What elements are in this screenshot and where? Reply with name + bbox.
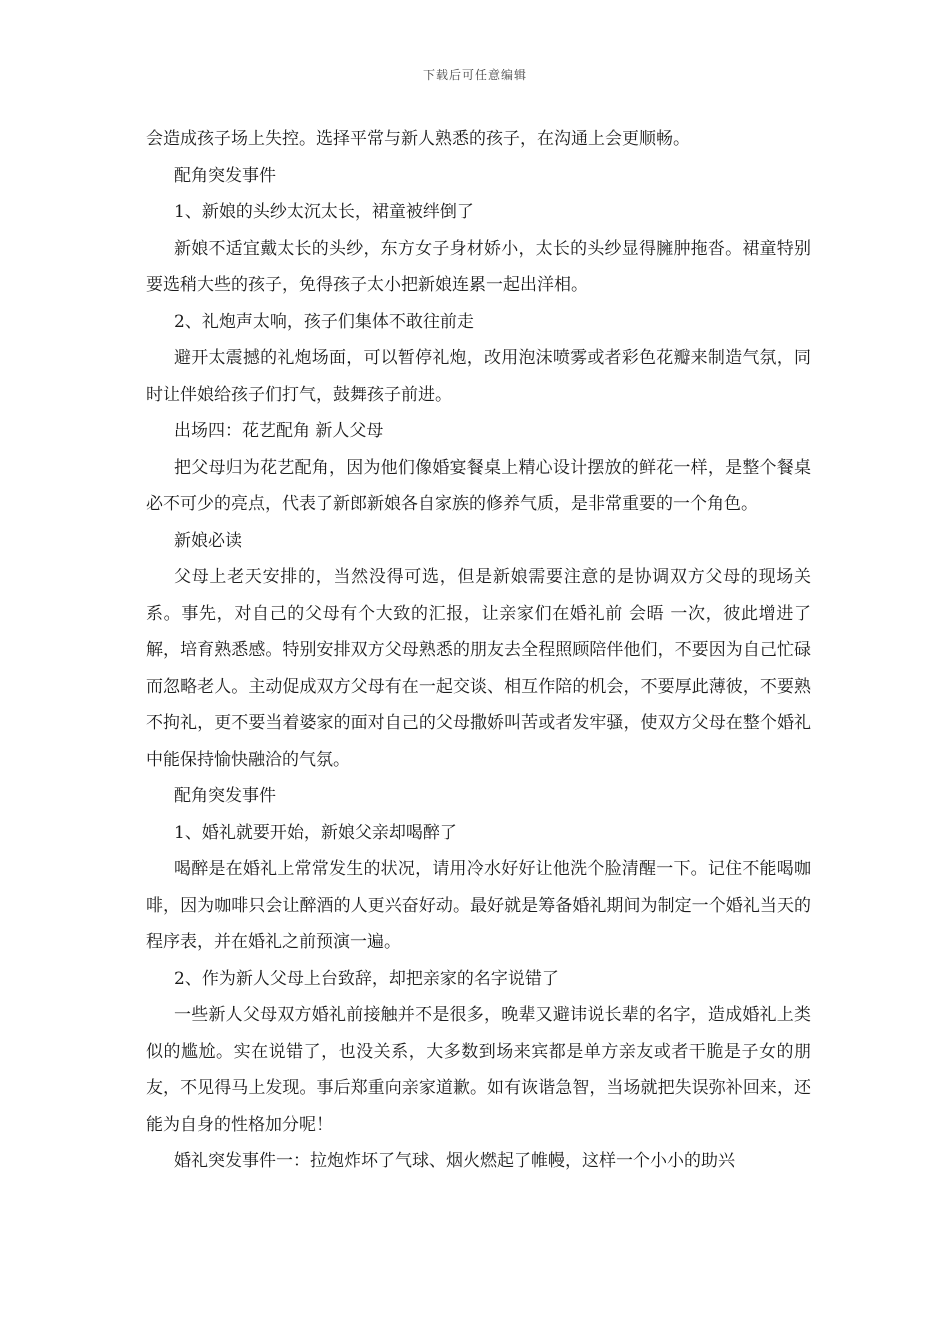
section-heading: 配角突发事件 [174,165,276,186]
section-heading: 新娘必读 [174,530,242,551]
subheading: 1、婚礼就要开始，新娘父亲却喝醉了 [174,822,457,843]
paragraph: 喝醉是在婚礼上常常发生的状况，请用冷水好好让他洗个脸清醒一下。记住不能喝咖啡，因为咖啡只会让醉酒的人更兴奋好动。最好就是筹备婚礼期间为制定一个婚礼当天的程序表，并在婚礼之前预演一遍。 [146,859,811,952]
page-header: 下载后可任意编辑 [422,68,527,82]
paragraph: 父母上老天安排的，当然没得可选，但是新娘需要注意的是协调双方父母的现场关系。事先，对自己的父母有个大致的汇报，让亲家们在婚礼前 会晤 一次，彼此增进了解，培育熟悉感。特别安排双方父母熟悉的朋友去全程照顾陪伴他们，不要因为自己忙碌而忽略老人。主动促成双方父母有在一起交谈、相互作陪的机会，不要厚此薄彼，不要熟不拘礼，更不要当着婆家的面对自己的父母撒娇叫苦或者发牢骚，使双方父母在整个婚礼中能保持愉快融洽的气氛。 [146,567,811,770]
paragraph: 一些新人父母双方婚礼前接触并不是很多，晚辈又避讳说长辈的名字，造成婚礼上类似的尴尬。实在说错了，也没关系，大多数到场来宾都是单方亲友或者干脆是子女的朋友，不见得马上发现。事后郑重向亲家道歉。如有诙谐急智，当场就把失误弥补回来，还能为自身的性格加分呢！ [146,1005,811,1135]
paragraph: 新娘不适宜戴太长的头纱，东方女子身材娇小，太长的头纱显得臃肿拖沓。裙童特别要选稍大些的孩子，免得孩子太小把新娘连累一起出洋相。 [146,238,811,295]
section-heading: 出场四：花艺配角 新人父母 [174,421,384,441]
subheading: 2、礼炮声太响，孩子们集体不敢往前走 [174,311,474,332]
subheading: 1、新娘的头纱太沉太长，裙童被绊倒了 [174,202,474,222]
document-body [146,121,811,1180]
paragraph: 把父母归为花艺配角，因为他们像婚宴餐桌上精心设计摆放的鲜花一样，是整个餐桌必不可少的亮点，代表了新郎新娘各自家族的修养气质，是非常重要的一个角色。 [146,457,811,514]
paragraph: 避开太震撼的礼炮场面，可以暂停礼炮，改用泡沫喷雾或者彩色花瓣来制造气氛，同时让伴娘给孩子们打气，鼓舞孩子前进。 [146,348,811,405]
section-heading: 配角突发事件 [174,786,276,806]
subheading: 2、作为新人父母上台致辞，却把亲家的名字说错了 [174,968,559,989]
paragraph: 婚礼突发事件一：拉炮炸坏了气球、烟火燃起了帷幔，这样一个小小的助兴 [174,1151,735,1171]
paragraph: 会造成孩子场上失控。选择平常与新人熟悉的孩子，在沟通上会更顺畅。 [146,129,690,149]
